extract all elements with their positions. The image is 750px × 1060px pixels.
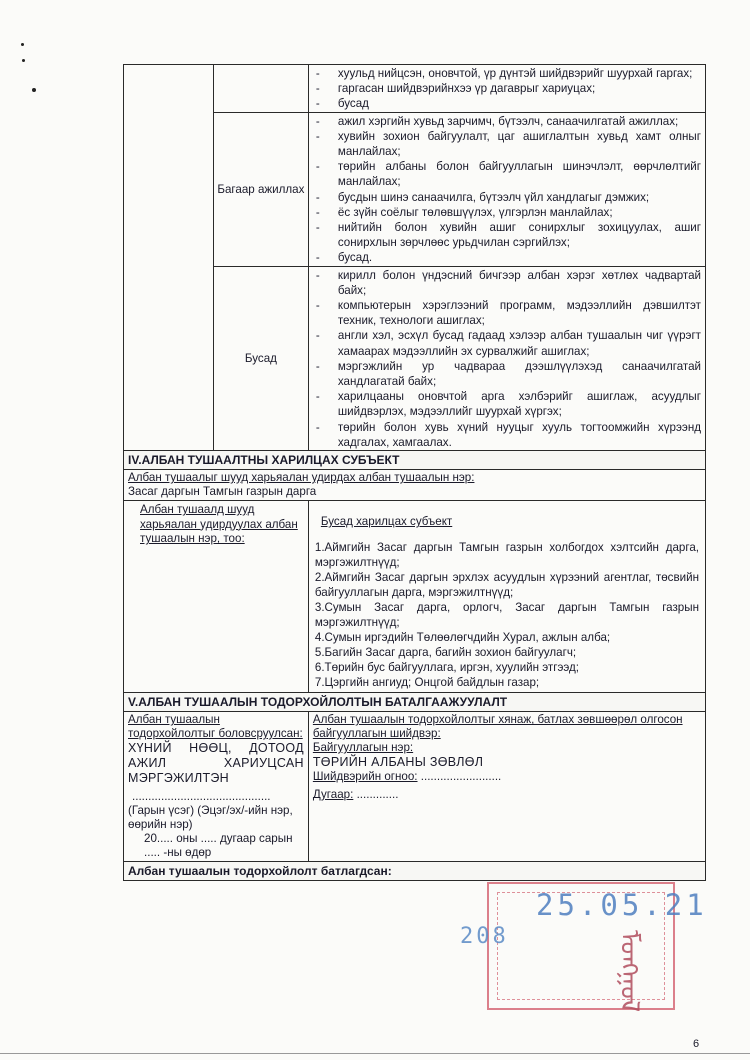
list-item: - төрийн албаны болон байгууллагын шинэчлэлт, өөрчлөлтийг манлайлах; (313, 159, 701, 189)
page-number: 6 (693, 1038, 700, 1050)
list-item: - мэргэжлийн ур чадвараа дээшлүүлэхэд санаачилгатай хандлагатай байх; (313, 359, 701, 389)
table-row (124, 451, 706, 470)
list-item: - бусад (313, 96, 701, 111)
list-item: - ёс зүйн соёлыг төлөвшүүлэх, үлгэрлэн манлайлах; (313, 205, 701, 220)
page-bottom-edge (0, 1053, 750, 1054)
signature-dots: ........................................... (132, 790, 271, 804)
list-item: - бусад. (313, 250, 701, 265)
items-cell (308, 65, 705, 113)
org-line (313, 741, 701, 755)
list-item: - кирилл болон үндэсний бичгээр албан хэрэг хөтлөх чадвартай байх; (313, 268, 701, 298)
scan-speck (21, 43, 24, 46)
table-row (124, 712, 706, 862)
stamp-number: 208 (460, 924, 509, 949)
subordinates-label: Албан тушаалд шууд харьяалан удирдуулах албан тушаалын нэр, тоо: (140, 503, 298, 546)
category-other: Бусад (213, 266, 308, 450)
org-label: Байгууллагын нэр: (312, 741, 414, 755)
direct-supervisor-value: Засаг даргын Тамгын газрын дарга (128, 485, 317, 499)
org-value: ТӨРИЙН АЛБАНЫ ЗӨВЛӨЛ (312, 755, 484, 770)
list-item: - компьютерын хэрэглээний программ, мэдээллийн дэвшилтэт техник, технологи ашиглах; (313, 298, 701, 328)
category-cell (213, 65, 308, 113)
list-item: 7.Цэргийн ангиуд; Онцгой байдлын газар; (314, 676, 540, 690)
other-subjects-cell (308, 501, 705, 693)
subordinates-cell (124, 501, 309, 693)
decision-date-label: Шийдвэрийн огноо: (312, 770, 418, 784)
table-row (124, 693, 706, 712)
items-cell (308, 112, 705, 266)
other-subjects-list (309, 540, 705, 692)
goal-items-list (309, 65, 705, 112)
list-item: 3.Сумын Засаг дарга, орлогч, Засаг даргын Тамгын газрын мэргэжилтнүүд; (314, 601, 699, 630)
list-item: - бусдын шинэ санаачилга, бүтээлч үйл хандлагыг дэмжих; (313, 190, 701, 205)
direct-supervisor-label: Албан тушаалыг шууд харьяалан удирдах албан тушаалын нэр: (128, 471, 475, 485)
approval-decision-cell (308, 712, 705, 862)
job-description-table (123, 64, 706, 881)
approved-label: Албан тушаалын тодорхойлолт батлагдсан: (124, 862, 706, 881)
items-cell (308, 266, 705, 450)
table-row (124, 862, 706, 881)
list-item: - төрийн болон хувь хүний нууцыг хууль тогтоомжийн хүрээнд хадгалах, хамгаалах. (313, 420, 701, 450)
table-row (124, 65, 706, 113)
other-subjects-label: Бусад харилцах субъект (320, 515, 453, 529)
prepared-by-label: Албан тушаалын тодорхойлолтыг боловсруулсан: (128, 713, 303, 741)
empty-cell (124, 65, 214, 451)
list-item: - хуульд нийцсэн, оновчтой, үр дүнтэй шийдвэрийг шуурхай гаргах; (313, 66, 701, 81)
stamp-mongolian-script: ᠮᠣᠩᠭᠣᠯ (615, 930, 645, 1013)
number-label: Дугаар: (312, 788, 354, 802)
list-item: - ажил хэргийн хувьд зарчимч, бүтээлч, санаачилгатай ажиллах; (313, 114, 701, 129)
list-item: - гаргасан шийдвэрийнхээ үр дагаврыг хариуцах; (313, 81, 701, 96)
approval-decision-label: Албан тушаалын тодорхойлолтыг хянаж, батлах зөвшөөрөл олгосон байгууллагын шийдвэр: (312, 713, 683, 741)
prepared-by-cell (124, 712, 309, 862)
list-item: 4.Сумын иргэдийн Төлөөлөгчдийн Хурал, ажлын алба; (314, 631, 611, 645)
list-item: - хувийн зохион байгуулалт, цаг ашиглалтын хувьд хамт олныг манлайлах; (313, 129, 701, 159)
table-row (124, 470, 706, 501)
other-items-list (309, 267, 705, 450)
teamwork-items-list (309, 113, 705, 266)
table-row (124, 501, 706, 693)
list-item: 1.Аймгийн Засаг даргын Тамгын газрын холбогдох хэлтсийн дарга, мэргэжилтнүүд; (314, 541, 699, 570)
stamp-date: 25.05.21 (536, 888, 708, 922)
list-item: - харилцааны оновчтой арга хэлбэрийг ашиглаж, асуудлыг шийдвэрлэх, мэдээллийг шуурхай хүргэх; (313, 389, 701, 419)
list-item: 6.Төрийн бус байгууллага, иргэн, хуулийн этгээд; (314, 661, 580, 675)
decision-date-line (313, 770, 701, 784)
category-teamwork: Багаар ажиллах (213, 112, 308, 266)
number-line (313, 788, 701, 802)
scan-speck (32, 88, 36, 92)
list-item: 5.Багийн Засаг дарга, багийн зохион байгуулагч; (314, 646, 577, 660)
number-dots: ............. (356, 788, 399, 802)
signature-caption: (Гарын үсэг) (Эцэг/эх/-ийн нэр, өөрийн нэр) (128, 804, 293, 832)
list-item: 2.Аймгийн Засаг даргын эрхлэх асуудлын хүрээний агентлаг, төсвийн байгууллагын дарга, мэргэжилтнүүд; (314, 571, 699, 600)
author-role: ХҮНИЙ НӨӨЦ, ДОТООД АЖИЛ ХАРИУЦСАН МЭРГЭЖИЛТЭН (128, 741, 304, 786)
date-line: 20..... оны ..... дугаар сарын ..... -ны өдөр (144, 832, 293, 860)
decision-date-dots: ......................... (420, 770, 502, 784)
list-item: - англи хэл, эсхүл бусад гадаад хэлээр албан тушаалын чиг үүрэгт хамаарах мэдээллийн эх сурвалжийг ашиглах; (313, 328, 701, 358)
scan-speck (22, 59, 25, 62)
list-item: - нийтийн болон хувийн ашиг сонирхлыг зохицуулах, ашиг сонирхлын зөрчлөөс урьдчилан сэргийлэх; (313, 220, 701, 250)
section-5-title: V.АЛБАН ТУШААЛЫН ТОДОРХОЙЛОЛТЫН БАТАЛГААЖУУЛАЛТ (124, 693, 706, 712)
section-4-title: IV.АЛБАН ТУШААЛТНЫ ХАРИЛЦАХ СУБЪЕКТ (124, 451, 706, 470)
direct-supervisor-cell (124, 470, 706, 501)
